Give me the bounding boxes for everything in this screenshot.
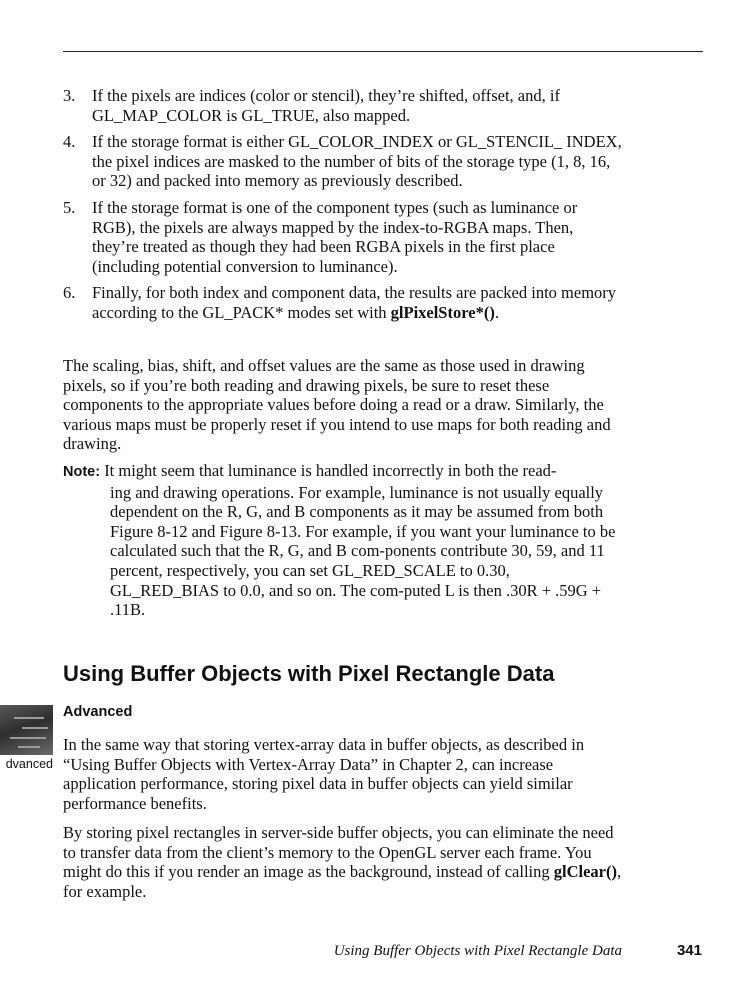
note-first-line — [63, 461, 623, 483]
list-item-text-start: Finally, for both index and component data, the results are packed into memory according to the GL_PACK* modes set with — [92, 283, 617, 322]
note-body: ing and drawing operations. For example, luminance is not usually equally dependent on the R, G, and B components as it may be assumed from both Figure 8-12 and Figure 8-13. For example, if you want your luminance to be calculated such that the R, G, and B com-ponents contribute 30, 59, and 11 percent, respectively, you can set GL_RED_SCALE to 0.30, GL_RED_BIAS to 0.0, and so on. The com-puted L is then .30R + .59G + .11B. — [110, 482, 616, 620]
list-item — [63, 132, 623, 191]
paragraph-text-start: By storing pixel rectangles in server-side buffer objects, you can eliminate the need to transfer data from the client’s memory to the OpenGL server each frame. You might do this if you render an image as the background, instead of calling — [63, 823, 614, 882]
list-item-text-end: . — [494, 302, 499, 322]
note-label: Note: — [63, 464, 101, 480]
paragraph-text-end: , for example. — [63, 862, 622, 901]
list-item — [63, 86, 623, 125]
advanced-label: Advanced — [63, 704, 133, 720]
advanced-margin-icon — [0, 705, 53, 755]
list-item-number: 6. — [63, 283, 76, 303]
section-heading: Using Buffer Objects with Pixel Rectangle Data — [63, 661, 555, 686]
list-item — [63, 283, 623, 322]
list-item-number: 5. — [63, 197, 76, 217]
page-number: 341 — [676, 942, 702, 959]
advanced-margin-label: dvanced — [5, 757, 53, 771]
list-item — [63, 198, 623, 276]
list-item-text: If the pixels are indices (color or stencil), they’re shifted, offset, and, if GL_MAP_COLOR is GL_TRUE, also mapped. — [92, 86, 560, 125]
function-name-glclear: glClear() — [553, 862, 617, 882]
header-rule — [63, 51, 703, 52]
paragraph-buffer-objects-intro: In the same way that storing vertex-array data in buffer objects, as described in “Using Buffer Objects with Vertex-Array Data” in Chapter 2, can increase application performance, storing pixel data in buffer objects can yield similar performance benefits. — [63, 735, 585, 813]
footer-running-title: Using Buffer Objects with Pixel Rectangle Data — [333, 943, 622, 959]
note-block — [63, 461, 623, 620]
function-name-glpixelstore: glPixelStore*() — [390, 302, 495, 322]
list-item-number: 3. — [63, 86, 76, 105]
paragraph-server-side-buffers — [63, 823, 623, 901]
numbered-steps-list — [63, 86, 623, 330]
list-item-number: 4. — [63, 132, 76, 152]
paragraph-scaling-bias: The scaling, bias, shift, and offset values are the same as those used in drawing pixels, so if you’re both reading and drawing pixels, be sure to reset these components to the appropriate values before doing a read or a draw. Similarly, the various maps must be properly reset if you intend to use maps for both reading and drawing. — [63, 356, 611, 454]
note-first-line-text: It might seem that luminance is handled incorrectly in both the read- — [104, 461, 557, 480]
list-item-text: If the storage format is either GL_COLOR_INDEX or GL_STENCIL_ INDEX, the pixel indices are masked to the number of bits of the storage type (1, 8, 16, or 32) and packed into memory as previously described. — [92, 132, 622, 191]
list-item-text: If the storage format is one of the component types (such as luminance or RGB), the pixels are always mapped by the index-to-RGBA maps. Then, they’re treated as though they had been RGBA pixels in the first place (including potential conversion to luminance). — [92, 197, 578, 276]
